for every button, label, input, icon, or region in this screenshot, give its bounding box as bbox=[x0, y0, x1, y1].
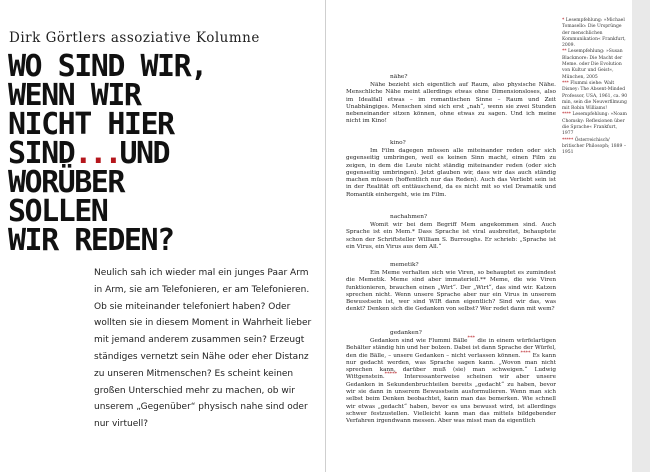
headline-line-4 bbox=[8, 136, 320, 171]
headline-ellipsis: ... bbox=[74, 136, 120, 171]
gedanken-text-d: Interessanterweise scheinen wir aber unsere Gedanken in Sekundenbruchteilen bereits „gedacht“ zu haben, bevor wir sie dann in unserem Bewusstsein ausformulieren. Wenn man sich selbst beim Denken beobachtet, kann man das bemerken. Wie schnell wir etwas „gedacht“ haben, bevor es uns bewusst wird, ist allerdings schwer festzustellen. Vielleicht kann man das mittels bildgebender Verfahren irgendwann messen. Aber was misst man da eigentlich bbox=[346, 374, 557, 425]
headline-word-und: UND bbox=[119, 136, 170, 171]
question-nachahmen: nachahmen? bbox=[390, 214, 428, 220]
footnote-2: ** Lesempfehlung: »Susan Blackmore: Die Macht der Meme. oder Die Evolution von Kultur und Geist«, München, 2005 bbox=[562, 49, 623, 80]
headline-line-1: WO SIND WIR, bbox=[8, 49, 207, 84]
gedanken-text-a: Gedanken sind wie Flummi Bälle bbox=[370, 338, 468, 344]
headline-line-7: WIR REDEN? bbox=[8, 223, 174, 258]
question-naehe: nähe? bbox=[390, 74, 408, 80]
footnote-1: * Lesempfehlung: »Michael Tomasello: Die Ursprünge der menschlichen Kommunikation« Frankfurt, 2009. bbox=[562, 18, 626, 49]
headline-line-6: SOLLEN bbox=[8, 194, 108, 229]
headline-line-3: NICHT HIER bbox=[8, 107, 174, 142]
section-gedanken bbox=[346, 335, 557, 426]
footnote-marker-4: **** bbox=[520, 349, 531, 356]
footnote-4: **** Lesempfehlung: »Noam Chomsky: Reflexionen über die Sprache« Frankfurt, 1977 bbox=[562, 112, 627, 137]
paragraph-memetik: Ein Meme verhalten sich wie Viren, so behauptet es zumindest die Memetik. Meme sind aber immateriell.** Meme, die wie Viren funktionieren, brauchen einen „Wirt“. Der „Wirt“, das sind wir. Katzen sprechen nicht. Wenn unsere Sprache aber nur ein Virus in unserem Bewusstsein ist, wer sind WIR dann eigentlich? Sind wir das, was denkt? Denken sich die Gedanken von selbst? Wer redet dann mit wem? bbox=[346, 270, 556, 313]
headline-line-5: WORÜBER bbox=[8, 165, 124, 200]
paragraph-nachahmen: Womit wir bei dem Begriff Mem angekommen sind. Auch Sprache ist ein Mem.* Dass Sprache ist viral ausbreitet, behauptete schon der Schriftsteller William S. Burroughs. Er schrieb: „Sprache ist ein Virus, ein Virus aus dem All.“ bbox=[346, 222, 556, 250]
section-naehe bbox=[346, 82, 556, 126]
section-kino bbox=[346, 148, 556, 199]
column-kicker: Dirk Görtlers assoziative Kolumne bbox=[9, 30, 260, 46]
gedanken-text-c: Es kann nur gedacht werden, was Sprache sagen kann. „Wovon man nicht sprechen kann, darüber muß (sie) man schweigen.“ Ludwig Wittgenstein. bbox=[346, 352, 557, 381]
question-kino: kino? bbox=[390, 140, 406, 146]
footnote-marker-5: ***** bbox=[384, 371, 398, 378]
section-nachahmen bbox=[346, 222, 556, 251]
headline-word-sind: SIND bbox=[8, 136, 75, 171]
right-page bbox=[326, 0, 632, 472]
gedanken-text-b: die in einem würfelartigen Behälter ständig hin und her bolzen. Dabei ist dann Sprache der Würfel, den die Bälle, – unsere Gedanken – nicht verlassen können. bbox=[346, 338, 556, 359]
intro-paragraph: Neulich sah ich wieder mal ein junges Paar Arm in Arm, sie am Telefonieren, er am Telefonieren. Ob sie miteinander telefoniert haben? Oder wollten sie in diesem Moment in Wahrheit lieber mit jemand anderem zusammen sein? Erzeugt ständiges vernetzt sein Nähe oder eher Distanz zu unseren Mitmenschen? Es scheint keinen großen Unterschied mehr zu machen, ob wir unserem „Gegenüber“ physisch nahe sind oder nur virtuell? bbox=[94, 268, 312, 430]
paragraph-kino: Im Film dagegen müssen alle miteinander reden oder sich gegenseitig umbringen, weil es keinen Sinn macht, einen Film zu zeigen, in dem die Leute nicht ständig miteinander reden (oder sich gegenseitig umbringen). Jetzt glauben wir, dass wir das auch ständig machen müssen (hoffentlich nur das Reden). Auch das Verliebt sein ist in der Realität oft enttäuschend, da es nicht mit so viel Dramatik und Romantik einhergeht, wie im Film. bbox=[346, 148, 556, 198]
footnote-marker-3: *** bbox=[467, 335, 475, 342]
paragraph-gedanken bbox=[346, 335, 557, 426]
headline-line-2: WENN WIR bbox=[8, 78, 141, 113]
headline bbox=[8, 49, 320, 258]
question-memetik: memetik? bbox=[390, 262, 419, 268]
paragraph-naehe: Nähe bezieht sich eigentlich auf Raum, also physische Nähe. Menschliche Nähe meint allerdings etwas ohne Dimensionsloses, also im Idealfall etwas – im romantischen Sinne – Raum und Zeit Unabhängiges. Menschen sind sich erst „nah“, wenn sie zwei Stunden nebeneinander sitzen können, ohne etwas zu sagen. Und ich meine nicht im Kino! bbox=[346, 82, 556, 125]
footnote-5: ***** Österreichisch/ britischer Philosoph; 1889 – 1951 bbox=[562, 137, 627, 156]
footnotes-column bbox=[562, 18, 628, 157]
footnote-3: *** Flummi siehe: Walt Disney: The Absent-Minded Professor, USA, 1961, ca. 90 min, sein die Neuverfilmung mit Robin Williams! bbox=[562, 80, 628, 112]
section-memetik bbox=[346, 270, 556, 314]
question-gedanken: gedanken? bbox=[390, 330, 422, 336]
